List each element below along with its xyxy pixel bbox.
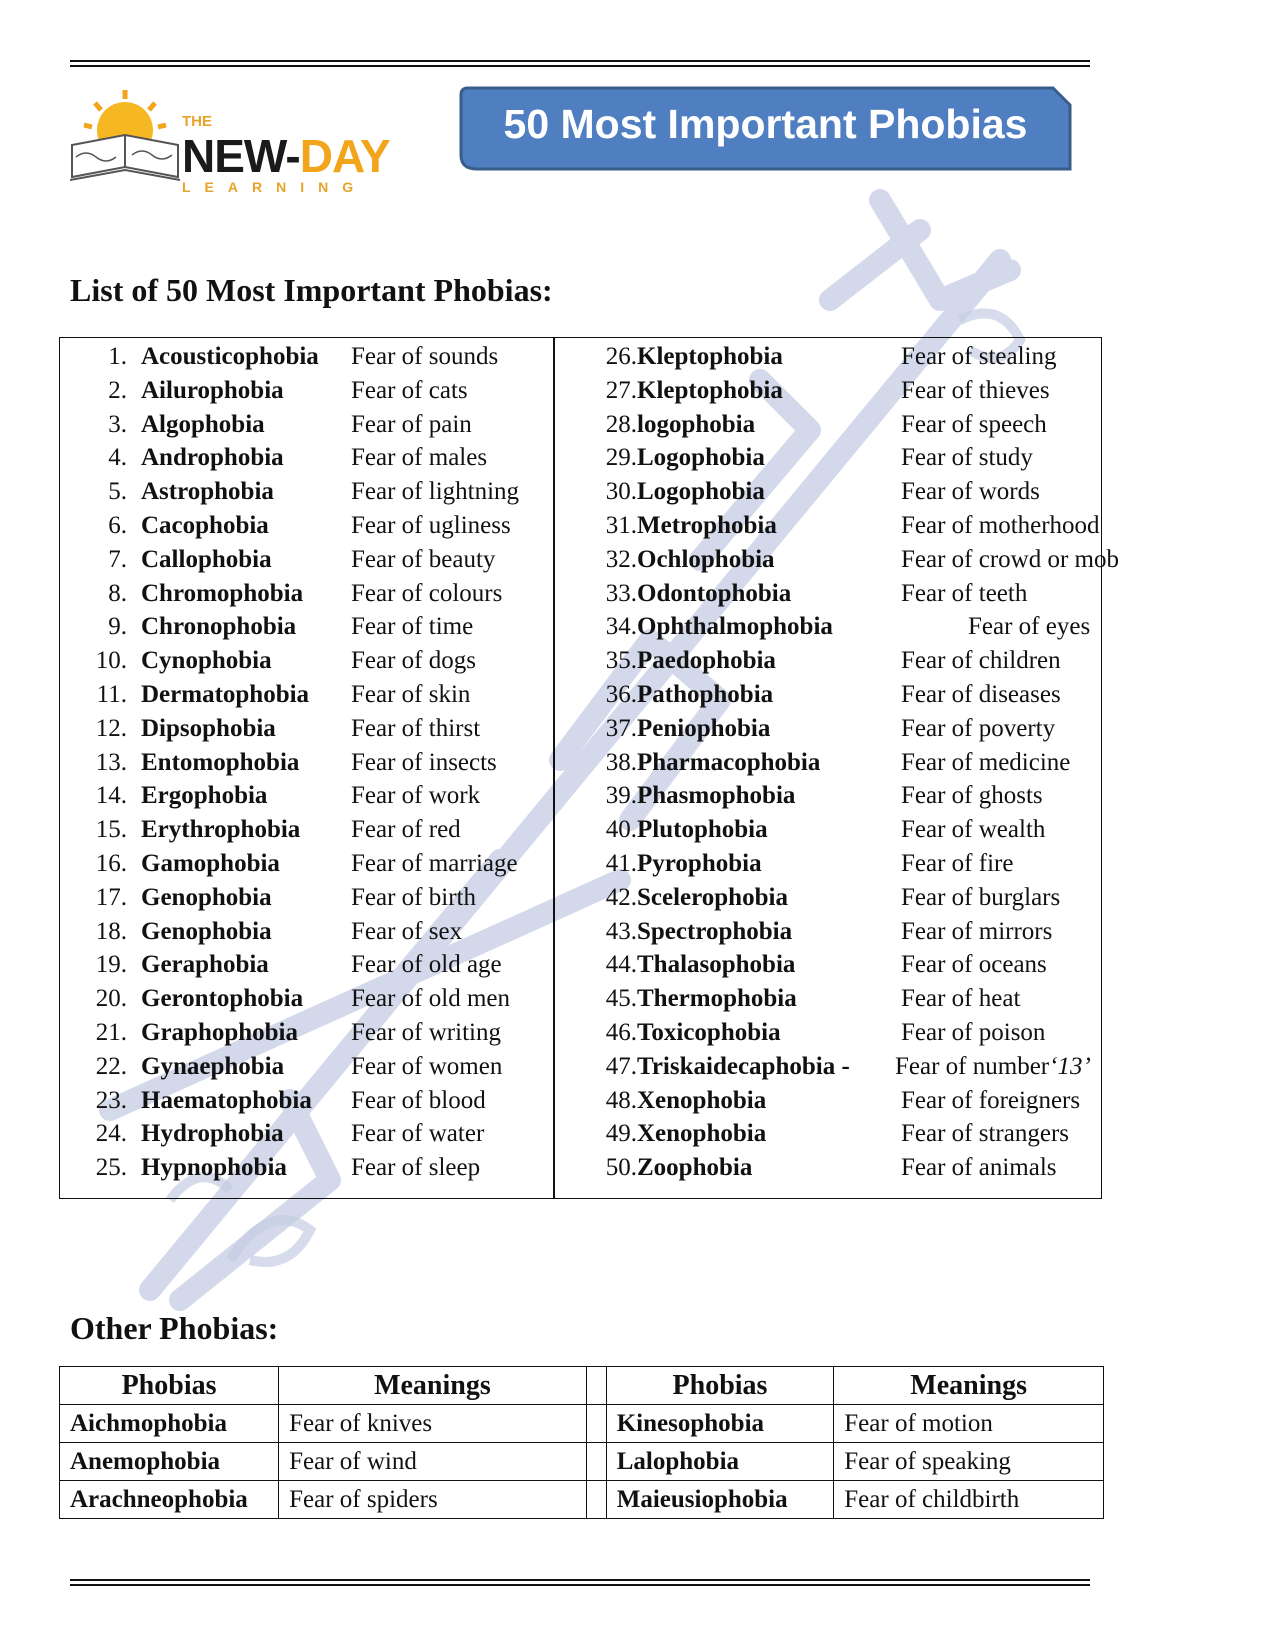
item-number: 42.	[605, 883, 637, 911]
phobia-meaning	[351, 1117, 484, 1151]
list-item	[555, 847, 1100, 881]
phobia-name: Dipsophobia	[141, 714, 276, 742]
list-item	[555, 1117, 1100, 1151]
phobia-meaning	[351, 982, 510, 1016]
phobia-meaning	[351, 1084, 486, 1118]
phobia-meaning-text: Fear of strangers	[901, 1120, 1069, 1148]
table-row	[60, 1443, 1104, 1481]
phobia-meaning-text: Fear of eyes	[968, 613, 1091, 641]
phobia-name: Kleptophobia	[637, 376, 783, 404]
phobia-meaning	[351, 577, 502, 611]
phobia-name: Haematophobia	[141, 1086, 312, 1114]
phobia-list-table	[59, 337, 1119, 1199]
phobia-meaning	[351, 340, 498, 374]
phobia-meaning-text: Fear of thieves	[901, 376, 1050, 404]
item-number: 1.	[108, 343, 127, 370]
phobia-meaning-text: Fear of thirst	[351, 714, 481, 742]
phobia-meaning-text: Fear of males	[351, 444, 488, 472]
item-number: 17.	[95, 883, 127, 911]
phobia-meaning-text: Fear of heat	[901, 985, 1021, 1013]
list-item	[60, 813, 553, 847]
phobia-name: Genophobia	[141, 883, 272, 911]
list-item	[60, 644, 553, 678]
list-item	[555, 644, 1100, 678]
item-number: 9.	[108, 613, 127, 641]
phobia-meaning	[351, 408, 472, 442]
phobia-name: Zoophobia	[637, 1154, 753, 1182]
phobia-meaning	[901, 881, 1060, 915]
item-number: 15.	[95, 816, 127, 844]
phobia-meaning-text: Fear of diseases	[901, 680, 1061, 708]
phobia-meaning-text: Fear of women	[351, 1052, 503, 1080]
meaning-cell: Fear of knives	[279, 1405, 587, 1443]
phobia-name: Hydrophobia	[141, 1120, 284, 1148]
item-number: 50.	[605, 1154, 637, 1182]
phobia-name: Acousticophobia	[141, 343, 319, 370]
meaning-cell: Fear of speaking	[834, 1443, 1104, 1481]
list-item	[60, 915, 553, 949]
bottom-rule	[70, 1579, 1090, 1586]
phobia-meaning	[901, 509, 1100, 543]
list-item	[555, 610, 1100, 644]
phobia-name: Logophobia	[637, 444, 765, 472]
phobia-name: Ergophobia	[141, 782, 268, 810]
phobia-name: Androphobia	[141, 444, 284, 472]
phobia-meaning	[901, 746, 1070, 780]
phobia-meaning-text: Fear of speech	[901, 410, 1047, 438]
phobia-meaning	[351, 948, 502, 982]
phobia-meaning	[901, 441, 1033, 475]
phobia-meaning-text: Fear of work	[351, 782, 481, 810]
phobia-meaning	[901, 1084, 1080, 1118]
item-number: 14.	[95, 782, 127, 810]
logo-the: THE	[182, 113, 212, 130]
phobia-meaning	[351, 881, 476, 915]
header-meanings: Meanings	[834, 1367, 1104, 1405]
phobia-name: Callophobia	[141, 545, 272, 573]
phobia-meaning-text: Fear of medicine	[901, 748, 1071, 776]
item-number: 32.	[605, 545, 637, 573]
list-item	[60, 1117, 553, 1151]
phobia-meaning-text: Fear of teeth	[901, 579, 1028, 607]
list-item	[60, 1050, 553, 1084]
list-item	[555, 948, 1100, 982]
logo-day: DAY	[299, 130, 390, 182]
item-number: 49.	[605, 1120, 637, 1148]
item-number: 16.	[95, 849, 127, 877]
item-number: 35.	[605, 647, 637, 675]
item-number: 28.	[605, 410, 637, 438]
phobia-meaning-text: Fear of cats	[351, 376, 468, 404]
phobia-name: Spectrophobia	[637, 917, 793, 945]
list-item	[60, 577, 553, 611]
phobia-name: Pharmacophobia	[637, 748, 821, 776]
phobia-meaning-text: Fear of dogs	[351, 647, 476, 675]
phobia-name: Algophobia	[141, 410, 265, 438]
item-number: 38.	[605, 748, 637, 776]
other-phobias-table	[59, 1366, 1104, 1519]
list-item	[555, 543, 1119, 577]
phobia-meaning	[901, 1117, 1069, 1151]
phobia-meaning-text: Fear of words	[901, 478, 1040, 506]
phobia-meaning	[901, 543, 1119, 577]
phobia-meaning	[351, 813, 461, 847]
phobia-meaning	[351, 779, 480, 813]
phobia-column-left	[60, 340, 553, 1185]
item-number: 40.	[605, 816, 637, 844]
list-item	[60, 374, 553, 408]
item-number: 6.	[108, 511, 127, 539]
phobia-name: Gamophobia	[141, 849, 280, 877]
item-number: 8.	[108, 579, 127, 607]
item-number: 19.	[95, 951, 127, 979]
item-number: 20.	[95, 985, 127, 1013]
phobia-meaning-text: Fear of red	[351, 816, 461, 844]
list-item	[60, 712, 553, 746]
list-item	[60, 746, 553, 780]
phobia-name: Ailurophobia	[141, 376, 284, 404]
phobia-name: Peniophobia	[637, 714, 771, 742]
phobia-meaning-text: Fear of oceans	[901, 951, 1047, 979]
item-number: 7.	[108, 545, 127, 573]
phobia-meaning-text: Fear of insects	[351, 748, 497, 776]
phobia-name: Genophobia	[141, 917, 272, 945]
phobia-meaning-text: Fear of foreigners	[901, 1086, 1081, 1114]
phobia-meaning	[351, 441, 487, 475]
phobia-name: Hypnophobia	[141, 1154, 287, 1182]
phobia-meaning-text: Fear of sex	[351, 917, 463, 945]
phobia-name: Thermophobia	[637, 985, 797, 1013]
phobia-name: Toxicophobia	[637, 1018, 781, 1046]
phobia-meaning-text: Fear of old age	[351, 951, 502, 979]
phobia-meaning-text: Fear of wealth	[901, 816, 1046, 844]
phobia-meaning-text: Fear of sleep	[351, 1154, 481, 1182]
list-heading: List of 50 Most Important Phobias:	[70, 272, 553, 308]
phobia-name: Graphophobia	[141, 1018, 299, 1046]
list-item	[60, 441, 553, 475]
item-number: 2.	[108, 376, 127, 404]
list-item	[60, 982, 553, 1016]
phobia-name: Odontophobia	[637, 579, 792, 607]
phobia-meaning-text: Fear of stealing	[901, 343, 1057, 370]
phobia-meaning-text: Fear of study	[901, 444, 1033, 472]
list-item	[555, 712, 1100, 746]
list-item	[555, 915, 1100, 949]
item-number: 22.	[95, 1052, 127, 1080]
phobia-meaning	[351, 1050, 502, 1084]
page-title: 50 Most Important Phobias	[503, 101, 1028, 147]
list-item	[555, 813, 1100, 847]
phobia-meaning	[351, 543, 495, 577]
list-item	[555, 881, 1100, 915]
phobia-meaning-text: Fear of fire	[901, 849, 1014, 877]
phobia-name: Triskaidecaphobia -	[637, 1052, 850, 1080]
item-number: 31.	[605, 511, 637, 539]
table-gap	[586, 1443, 606, 1481]
item-number: 36.	[605, 680, 637, 708]
item-number: 23.	[95, 1086, 127, 1114]
item-number: 43.	[605, 917, 637, 945]
phobia-meaning-text: Fear of water	[351, 1120, 485, 1148]
table-row	[60, 1481, 1104, 1519]
item-number: 37.	[605, 714, 637, 742]
phobia-meaning	[351, 509, 511, 543]
other-phobias-heading: Other Phobias:	[70, 1310, 279, 1346]
list-item	[60, 543, 553, 577]
phobia-meaning	[968, 610, 1090, 644]
item-number: 26.	[605, 343, 637, 370]
item-number: 21.	[95, 1018, 127, 1046]
phobia-name: Geraphobia	[141, 951, 269, 979]
header-phobias: Phobias	[60, 1367, 279, 1405]
phobia-meaning-text: Fear of motherhood	[901, 511, 1100, 539]
item-number: 25.	[95, 1154, 127, 1182]
phobia-name: Cynophobia	[141, 647, 272, 675]
phobia-meaning-text: Fear of blood	[351, 1086, 486, 1114]
phobia-name: Chronophobia	[141, 613, 297, 641]
phobia-name: Kleptophobia	[637, 343, 783, 370]
phobia-cell: Aichmophobia	[60, 1405, 279, 1443]
item-number: 41.	[605, 849, 637, 877]
phobia-meaning	[901, 915, 1052, 949]
phobia-meaning	[901, 982, 1020, 1016]
phobia-meaning-text: Fear of writing	[351, 1018, 501, 1046]
item-number: 33.	[605, 579, 637, 607]
phobia-meaning-text: Fear of marriage	[351, 849, 518, 877]
item-number: 18.	[95, 917, 127, 945]
item-number: 11.	[96, 680, 127, 708]
phobia-meaning-text: Fear of poison	[901, 1018, 1046, 1046]
phobia-meaning	[901, 847, 1013, 881]
phobia-cell: Lalophobia	[606, 1443, 834, 1481]
item-number: 24.	[95, 1120, 127, 1148]
phobia-meaning	[351, 678, 470, 712]
item-number: 3.	[108, 410, 127, 438]
list-item	[60, 1151, 553, 1185]
phobia-name: Ophthalmophobia	[637, 613, 833, 641]
item-number: 27.	[605, 376, 637, 404]
phobia-name: Gerontophobia	[141, 985, 304, 1013]
list-item	[555, 678, 1100, 712]
phobia-meaning-text: Fear of crowd or mob	[901, 545, 1119, 573]
list-item	[60, 408, 553, 442]
meaning-cell: Fear of wind	[279, 1443, 587, 1481]
phobia-meaning-extra: ‘13’	[1049, 1052, 1091, 1080]
phobia-name: Xenophobia	[637, 1086, 767, 1114]
phobia-name: Gynaephobia	[141, 1052, 285, 1080]
item-number: 39.	[605, 782, 637, 810]
phobia-meaning	[351, 610, 473, 644]
list-item	[555, 982, 1100, 1016]
phobia-meaning	[901, 779, 1043, 813]
phobia-name: Entomophobia	[141, 748, 300, 776]
meaning-cell: Fear of motion	[834, 1405, 1104, 1443]
item-number: 47.	[605, 1052, 637, 1080]
list-item	[555, 577, 1100, 611]
phobia-meaning	[351, 374, 468, 408]
phobia-meaning	[901, 408, 1047, 442]
phobia-meaning	[901, 678, 1061, 712]
list-item	[60, 1016, 553, 1050]
phobia-name: Cacophobia	[141, 511, 269, 539]
phobia-meaning-text: Fear of beauty	[351, 545, 496, 573]
logo-wordmark	[182, 129, 390, 183]
phobia-meaning	[895, 1050, 1091, 1084]
item-number: 34.	[605, 613, 637, 641]
list-item	[555, 408, 1100, 442]
phobia-meaning-text: Fear of mirrors	[901, 917, 1053, 945]
list-item	[555, 779, 1100, 813]
logo-learning: LEARNING	[182, 179, 368, 195]
phobia-name: Chromophobia	[141, 579, 304, 607]
phobia-meaning-text: Fear of colours	[351, 579, 503, 607]
list-item	[60, 779, 553, 813]
phobia-name: Pathophobia	[637, 680, 774, 708]
item-number: 4.	[108, 444, 127, 472]
phobia-meaning	[351, 1151, 480, 1185]
table-gap	[586, 1481, 606, 1519]
phobia-meaning	[901, 475, 1040, 509]
phobia-meaning-text: Fear of ghosts	[901, 782, 1043, 810]
phobia-name: Paedophobia	[637, 647, 776, 675]
phobia-meaning-text: Fear of lightning	[351, 478, 520, 506]
phobia-name: Phasmophobia	[637, 782, 796, 810]
phobia-meaning-text: Fear of skin	[351, 680, 471, 708]
item-number: 44.	[605, 951, 637, 979]
phobia-name: Astrophobia	[141, 478, 274, 506]
phobia-meaning-text: Fear of time	[351, 613, 474, 641]
phobia-name: Logophobia	[637, 478, 765, 506]
list-item	[555, 340, 1100, 374]
phobia-meaning-text: Fear of burglars	[901, 883, 1061, 911]
phobia-name: Erythrophobia	[141, 816, 301, 844]
title-banner	[457, 85, 1074, 173]
header-meanings: Meanings	[279, 1367, 587, 1405]
phobia-meaning	[351, 746, 497, 780]
list-item	[555, 509, 1100, 543]
list-item	[60, 881, 553, 915]
item-number: 45.	[605, 985, 637, 1013]
phobia-meaning	[901, 1151, 1057, 1185]
phobia-name: Plutophobia	[637, 816, 768, 844]
header-phobias: Phobias	[606, 1367, 834, 1405]
list-item	[555, 374, 1100, 408]
phobia-meaning	[351, 712, 480, 746]
phobia-meaning	[901, 1016, 1045, 1050]
new-day-learning-logo	[70, 85, 415, 195]
list-item	[555, 441, 1100, 475]
phobia-meaning	[901, 340, 1057, 374]
list-item	[60, 475, 553, 509]
phobia-meaning-text: Fear of children	[901, 647, 1061, 675]
phobia-meaning-text: Fear of pain	[351, 410, 472, 438]
list-item	[555, 1151, 1100, 1185]
phobia-meaning	[901, 644, 1061, 678]
phobia-meaning	[901, 813, 1045, 847]
phobia-meaning-text: Fear of old men	[351, 985, 510, 1013]
phobia-name: Metrophobia	[637, 511, 777, 539]
list-item	[555, 1050, 1100, 1084]
item-number: 10.	[95, 647, 127, 675]
list-item	[555, 746, 1100, 780]
list-item	[60, 1084, 553, 1118]
phobia-name: Thalasophobia	[637, 951, 796, 979]
phobia-meaning	[901, 712, 1055, 746]
table-gap	[586, 1405, 606, 1443]
phobia-name: Ochlophobia	[637, 545, 775, 573]
phobia-column-right	[555, 340, 1119, 1185]
list-item	[60, 678, 553, 712]
phobia-cell: Anemophobia	[60, 1443, 279, 1481]
list-item	[60, 948, 553, 982]
phobia-meaning	[351, 915, 462, 949]
item-number: 30.	[605, 478, 637, 506]
item-number: 5.	[108, 478, 127, 506]
phobia-meaning-text: Fear of number	[895, 1052, 1050, 1080]
list-item	[60, 340, 553, 374]
phobia-name: Pyrophobia	[637, 849, 762, 877]
list-item	[60, 509, 553, 543]
phobia-meaning	[901, 577, 1027, 611]
logo-new: NEW	[182, 130, 286, 182]
list-item	[555, 475, 1100, 509]
list-item	[60, 610, 553, 644]
logo-dash: -	[285, 130, 300, 182]
phobia-cell: Maieusiophobia	[606, 1481, 834, 1519]
phobia-meaning	[351, 847, 518, 881]
phobia-meaning-text: Fear of ugliness	[351, 511, 511, 539]
item-number: 48.	[605, 1086, 637, 1114]
phobia-cell: Kinesophobia	[606, 1405, 834, 1443]
top-rule	[70, 60, 1090, 67]
phobia-name: Scelerophobia	[637, 883, 788, 911]
meaning-cell: Fear of childbirth	[834, 1481, 1104, 1519]
phobia-meaning-text: Fear of animals	[901, 1154, 1057, 1182]
phobia-meaning	[901, 948, 1047, 982]
item-number: 46.	[605, 1018, 637, 1046]
phobia-meaning	[351, 1016, 501, 1050]
table-gap	[586, 1367, 606, 1405]
phobia-meaning	[901, 374, 1050, 408]
list-item	[60, 847, 553, 881]
meaning-cell: Fear of spiders	[279, 1481, 587, 1519]
phobia-cell: Arachneophobia	[60, 1481, 279, 1519]
table-row	[60, 1405, 1104, 1443]
phobia-meaning-text: Fear of sounds	[351, 343, 499, 370]
table-header-row	[60, 1367, 1104, 1405]
item-number: 12.	[95, 714, 127, 742]
item-number: 29.	[605, 444, 637, 472]
phobia-meaning	[351, 475, 519, 509]
phobia-name: Dermatophobia	[141, 680, 310, 708]
phobia-meaning-text: Fear of poverty	[901, 714, 1056, 742]
item-number: 13.	[95, 748, 127, 776]
phobia-name: logophobia	[637, 410, 756, 438]
phobia-name: Xenophobia	[637, 1120, 767, 1148]
phobia-meaning	[351, 644, 476, 678]
phobia-meaning-text: Fear of birth	[351, 883, 476, 911]
list-item	[555, 1016, 1100, 1050]
list-item	[555, 1084, 1100, 1118]
